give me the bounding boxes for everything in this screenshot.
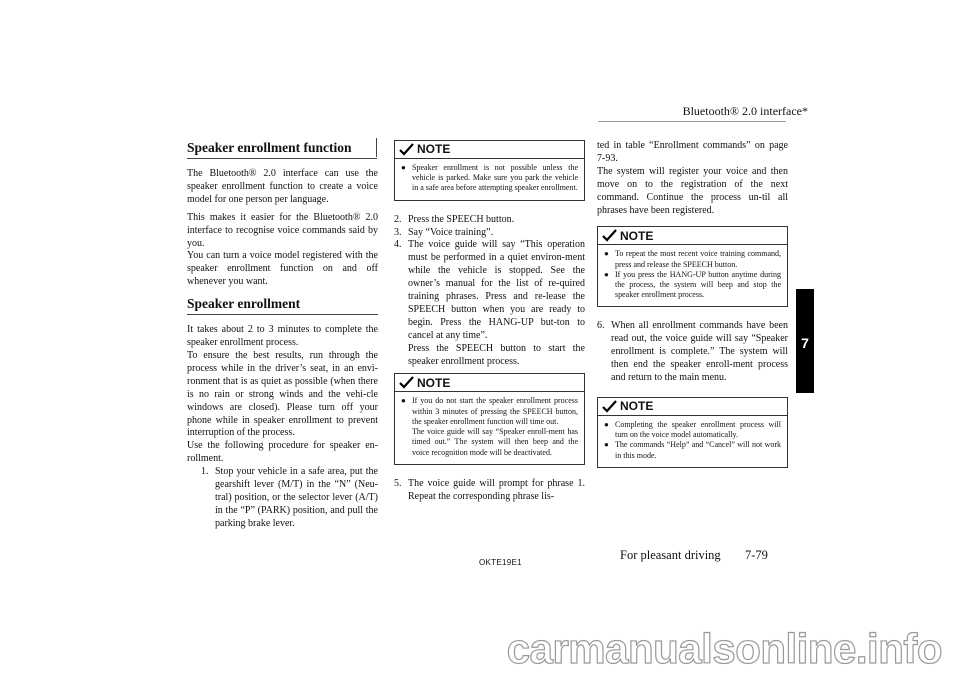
note-box: [394, 140, 585, 201]
note-box: [394, 373, 585, 464]
section-heading-speaker-enrollment: Speaker enrollment: [187, 296, 378, 315]
note-bullet: ● To repeat the most recent voice training command, press and release the SPEECH button.: [604, 249, 781, 269]
step-text: The voice guide will say “This operation must be performed in a quiet environ-ment while the vehicle is stopped. See the owner’s manual for the list of re-quired training phrases. Press and re-lease the SPEECH button when you are ready to begin. Press the HANG-UP but-ton to cancel at any time”.: [408, 239, 585, 341]
list-item: [394, 227, 585, 240]
footer-section-title: For pleasant driving: [620, 548, 721, 562]
note-check-icon: [602, 400, 617, 413]
paragraph: The system will register your voice and then move on to the registration of the next command. Continue the process un-til all phrases have been registered.: [597, 165, 788, 216]
step-number: 1.: [201, 466, 209, 478]
note-bullet: ● If you do not start the speaker enrollment process within 3 minutes of pressing the SPEECH button, the speaker enrollment function will time out. The voice guide will say “Speaker enroll-ment has timed out.” The system will then beep and the voice recognition mode will be deactivated.: [401, 396, 578, 457]
step-number: 6.: [597, 320, 605, 332]
step-text: Stop your vehicle in a safe area, put the gearshift lever (M/T) in the “N” (Neu-tral) position, or the selector lever (A/T) in the “P” (PARK) position, and pull the parking brake lever.: [215, 466, 378, 529]
document-code: OKTE19E1: [479, 558, 522, 567]
note-bullet: ● Speaker enrollment is not possible unless the vehicle is parked. Make sure you park the vehicle in a safe area before attempting speaker enrollment.: [401, 163, 578, 193]
filled-circle-bullet-icon: ●: [604, 269, 609, 279]
filled-circle-bullet-icon: ●: [604, 419, 609, 429]
column-1: [187, 140, 378, 531]
filled-circle-bullet-icon: ●: [401, 396, 406, 406]
note-check-icon: [399, 143, 414, 156]
step-text: The voice guide will prompt for phrase 1. Repeat the corresponding phrase lis-: [408, 477, 585, 502]
step-text: When all enrollment commands have been read out, the voice guide will say “Speaker enrollment is complete.” The system will then end the speaker enroll-ment process and return to the main menu.: [611, 320, 788, 384]
header-rule: [598, 121, 786, 122]
step-number: 5.: [394, 477, 402, 489]
page-number: 7-79: [745, 548, 768, 562]
list-item: [394, 214, 585, 227]
filled-circle-bullet-icon: ●: [401, 163, 406, 172]
paragraph: ted in table “Enrollment commands” on page 7-93.: [597, 140, 788, 164]
step-text: Press the SPEECH button to start the speaker enrollment process.: [408, 342, 585, 367]
list-item: [394, 239, 585, 342]
running-header-title: Bluetooth® 2.0 interface*: [682, 104, 808, 118]
section-heading-speaker-enrollment-function: Speaker enrollment function: [187, 140, 377, 159]
step-number: 3.: [394, 226, 402, 238]
note-bullet: ● The commands “Help” and “Cancel” will not work in this mode.: [604, 440, 781, 460]
chapter-number: 7: [801, 335, 809, 351]
step-number: 2.: [394, 213, 402, 225]
paragraph: The Bluetooth® 2.0 interface can use the speaker enrollment function to create a voice model for one person per language.: [187, 168, 378, 205]
list-item-continuation: [394, 343, 585, 369]
column-2: [394, 140, 585, 504]
note-check-icon: [602, 229, 617, 242]
step-text: Say “Voice training”.: [408, 226, 494, 238]
paragraph: This makes it easier for the Bluetooth® 2.0 interface to recognise voice commands said by you.: [187, 211, 378, 249]
note-bullet: ● Completing the speaker enrollment process will turn on the voice model automatically.: [604, 419, 781, 440]
filled-circle-bullet-icon: ●: [604, 440, 609, 450]
paragraph: Use the following procedure for speaker en-rollment.: [187, 440, 378, 465]
step-number: 4.: [394, 239, 402, 251]
watermark: carmanualsonline.info: [506, 625, 942, 672]
paragraph: It takes about 2 to 3 minutes to complete the speaker enrollment process.: [187, 324, 378, 349]
chapter-tab: [796, 289, 814, 393]
list-item: [187, 466, 378, 531]
note-label: NOTE: [417, 142, 451, 157]
note-box: [597, 226, 788, 307]
step-text: Press the SPEECH button.: [408, 213, 515, 225]
list-item: [597, 320, 788, 385]
list-item: [394, 478, 585, 504]
column-3: [597, 140, 788, 468]
paragraph: To ensure the best results, run through the process while in the driver’s seat, in an envi-ronment that is as quiet as possible (when there is no rain or strong winds and the vehi-cle windows are closed). Please turn off your phone while in speaker enrollment to prevent interruption of the process.: [187, 349, 378, 439]
filled-circle-bullet-icon: ●: [604, 249, 609, 259]
note-box: [597, 397, 788, 468]
note-label: NOTE: [417, 375, 451, 390]
note-check-icon: [399, 376, 414, 389]
note-bullet: ● If you press the HANG-UP button anytime during the process, the system will beep and stop the speaker enrollment process.: [604, 269, 781, 300]
note-label: NOTE: [620, 228, 654, 243]
paragraph: You can turn a voice model registered with the speaker enrollment function on and off whenever you want.: [187, 250, 378, 288]
note-label: NOTE: [620, 399, 654, 414]
